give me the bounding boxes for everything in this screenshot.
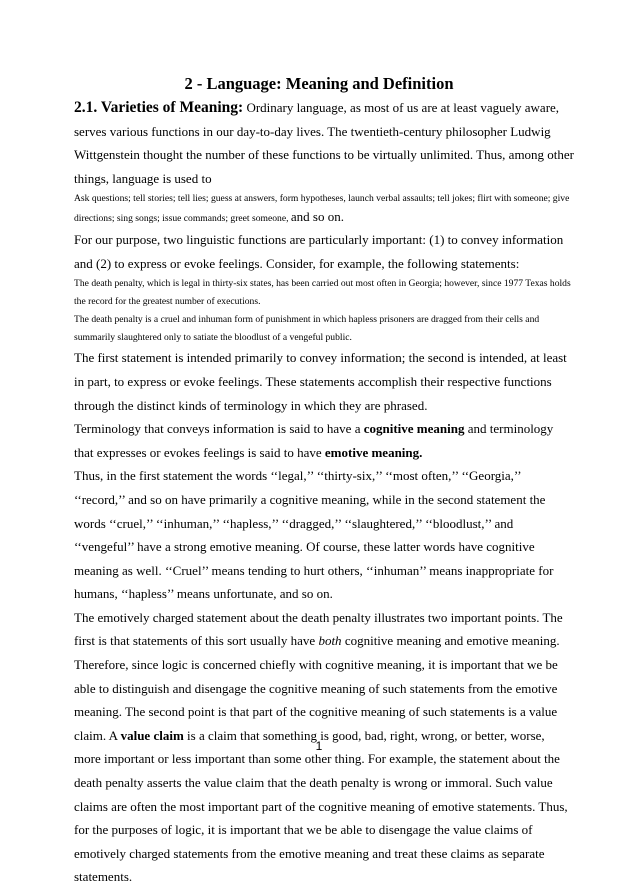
statement-one: The death penalty, which is legal in thirty-six states, has been carried out most often in Georgia; however, since 1977 Texas holds the record for the greatest number of executions.: [74, 278, 571, 307]
document-body: [74, 96, 574, 889]
emotive-text-2: cognitive meaning and emotive meaning. Therefore, since logic is concerned chiefly with cognitive meaning, it is important that we be able to distinguish and disengage the cognitive meaning of such statements from the emotive meaning. The second point is that part of the cognitive meaning of such statements is a value claim. A: [74, 633, 560, 743]
intro-paragraph: [74, 96, 574, 190]
page-title: 2 - Language: Meaning and Definition: [184, 74, 454, 93]
statement-two: The death penalty is a cruel and inhuman form of punishment in which hapless prisoners are dragged from their cells and summarily slaughtered only to satiate the bloodlust of a vengeful public.: [74, 313, 540, 343]
terminology-text-1: Terminology that conveys information is said to have a: [74, 421, 364, 437]
both-emphasis: both: [318, 633, 342, 649]
functions-list-text: Ask questions; tell stories; tell lies; guess at answers, form hypotheses, launch verbal assaults; tell jokes; flirt with someone; give directions; sing songs; issue commands; greet someone,: [74, 193, 570, 225]
intro-text: Ordinary language, as most of us are at least vaguely aware, serves various functions in our day-to-day lives. The twentieth-century philosopher Ludwig Wittgenstein thought the number of these functions to be virtually unlimited. Thus, among other things, language is used to: [74, 100, 575, 186]
terminology-paragraph: [74, 417, 574, 464]
functions-list-end: and so on.: [290, 209, 344, 225]
cognitive-meaning-term: cognitive meaning: [363, 421, 465, 437]
value-claim-term: value claim: [120, 727, 184, 743]
words-paragraph: Thus, in the first statement the words ‘‘legal,’’ ‘‘thirty-six,’’ ‘‘most often,’’ ‘‘Georgia,’’ ‘‘record,’’ and so on have primarily a cognitive meaning, while in the second statement the words ‘‘cruel,’’ ‘‘inhuman,’’ ‘‘hapless,’’ ‘‘dragged,’’ ‘‘slaughtered,’’ ‘‘bloodlust,’’ and ‘‘vengeful’’ have a strong emotive meaning. Of course, these latter words have cognitive meaning as well. ‘‘Cruel’’ means tending to hurt others, ‘‘inhuman’’ means inappropriate for humans, ‘‘hapless’’ means unfortunate, and so on.: [74, 468, 554, 602]
emotive-meaning-term: emotive meaning.: [324, 444, 423, 460]
emotive-text-3: is a claim that something is good, bad, right, wrong, or better, worse, more important or less important than some other thing. For example, the statement about the death penalty asserts the value claim that the death penalty is wrong or immoral. Such value claims are often the most important part of the cognitive meaning of emotive statements. Thus, for the purposes of logic, it is important that we be able to disengage the value claims of emotively charged statements from the emotive meaning and treat these claims as separate statements.: [74, 727, 568, 885]
first-statement-paragraph: The first statement is intended primarily to convey information; the second is intended, at least in part, to express or evoke feelings. These statements accomplish their respective functions through the distinct kinds of terminology in which they are phrased.: [74, 350, 567, 413]
emotive-text-1: The emotively charged statement about the death penalty illustrates two important points. The first is that statements of this sort usually have: [74, 609, 563, 649]
section-heading: 2.1. Varieties of Meaning:: [74, 99, 244, 116]
page-number: 1: [315, 739, 323, 753]
purpose-paragraph: For our purpose, two linguistic functions are particularly important: (1) to convey information and (2) to express or evoke feelings. Consider, for example, the following statements:: [74, 231, 564, 271]
functions-list: [74, 190, 574, 228]
terminology-text-2: and terminology that expresses or evokes feelings is said to have: [74, 421, 554, 460]
